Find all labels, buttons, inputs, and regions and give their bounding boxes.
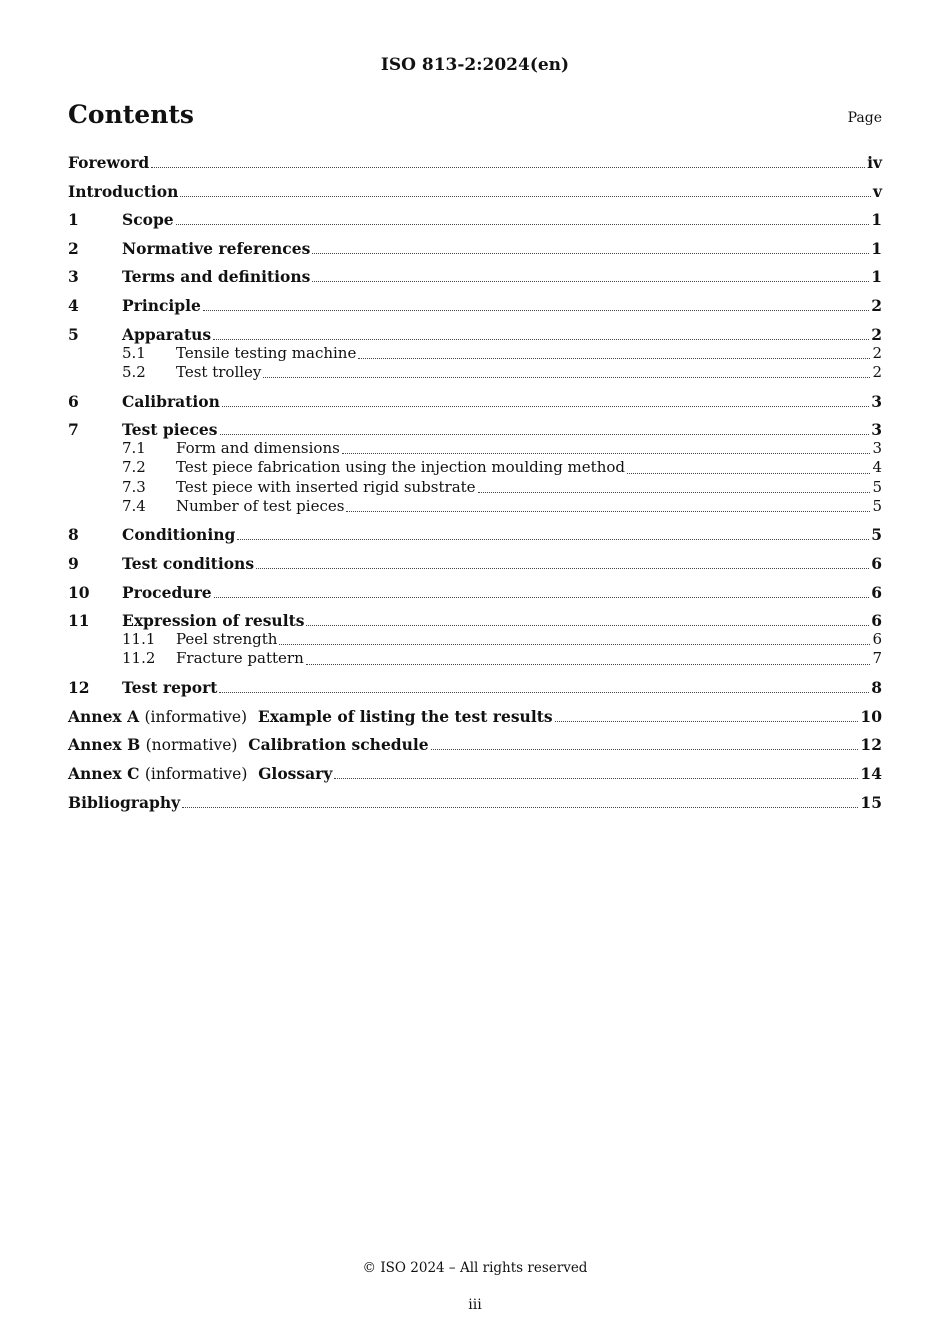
leader-dots — [222, 405, 869, 407]
leader-dots — [213, 338, 869, 340]
toc-entry-terms-definitions[interactable] — [68, 267, 882, 286]
toc-title: Calibration schedule — [248, 735, 429, 755]
toc-entry-calibration[interactable] — [68, 392, 882, 411]
toc-entry-test-pieces[interactable] — [68, 420, 882, 439]
toc-number: 5.2 — [122, 362, 146, 381]
toc-entry-test-conditions[interactable] — [68, 554, 882, 573]
toc-annex-label: Annex A — [68, 706, 140, 726]
toc-title: Example of listing the test results — [257, 706, 553, 726]
toc-annex-label: Annex B — [68, 735, 141, 755]
toc-title: Peel strength — [176, 630, 278, 649]
toc-entry-annex-b[interactable] — [68, 735, 882, 754]
toc-entry-test-report[interactable] — [68, 678, 882, 697]
toc-title: Procedure — [122, 582, 212, 602]
toc-page: 1 — [871, 238, 882, 258]
toc-entry-peel-strength[interactable] — [68, 630, 882, 649]
toc-title: Principle — [122, 295, 201, 315]
leader-dots — [237, 538, 869, 540]
toc-page: 6 — [871, 611, 882, 631]
toc-page: 5 — [872, 477, 882, 496]
leader-dots — [214, 596, 870, 598]
document-id: ISO 813-2:2024(en) — [380, 55, 570, 75]
toc-title: Form and dimensions — [176, 439, 340, 458]
contents-heading: Contents — [68, 100, 195, 129]
toc-page: 10 — [860, 706, 882, 726]
toc-title: Test pieces — [122, 420, 218, 440]
toc-page: 3 — [871, 420, 882, 440]
leader-dots — [180, 195, 871, 197]
leader-dots — [220, 433, 870, 435]
leader-dots — [263, 376, 870, 378]
toc-title: Test trolley — [176, 362, 262, 381]
toc-number: 8 — [68, 525, 79, 545]
leader-dots — [312, 252, 869, 254]
toc-title: Expression of results — [122, 611, 305, 631]
toc-title: Normative references — [122, 238, 311, 258]
toc-page: 6 — [872, 630, 882, 649]
toc-title: Apparatus — [122, 324, 212, 344]
toc-page: 4 — [872, 458, 882, 477]
toc-title: Scope — [122, 210, 174, 230]
toc-title: Number of test pieces — [176, 496, 345, 515]
toc-page: 5 — [871, 525, 882, 545]
toc-page: 3 — [871, 391, 882, 411]
leader-dots — [431, 748, 859, 750]
leader-dots — [306, 663, 871, 665]
toc-page: 14 — [860, 764, 882, 783]
toc-entry-foreword[interactable] — [68, 153, 882, 172]
toc-page: 5 — [872, 496, 882, 515]
toc-page: 8 — [871, 678, 882, 698]
toc-number: 4 — [68, 295, 79, 315]
leader-dots — [219, 691, 869, 693]
toc-page: 2 — [871, 324, 882, 344]
leader-dots — [346, 510, 870, 512]
toc-page: 1 — [871, 210, 882, 230]
leader-dots — [203, 309, 869, 311]
toc-entry-apparatus[interactable] — [68, 325, 882, 344]
toc-page: 2 — [872, 343, 882, 362]
toc-number: 7.3 — [122, 477, 146, 496]
toc-annex-type: (informative) — [144, 707, 248, 726]
leader-dots — [358, 357, 870, 359]
toc-entry-annex-a[interactable] — [68, 707, 882, 726]
leader-dots — [151, 166, 865, 168]
leader-dots — [306, 624, 869, 626]
toc-annex-type: (informative) — [144, 765, 248, 783]
toc-number: 9 — [68, 554, 79, 574]
toc-title: Foreword — [68, 153, 150, 172]
toc-title: Terms and definitions — [122, 267, 311, 287]
leader-dots — [342, 452, 871, 454]
toc-title: Introduction — [68, 181, 179, 201]
toc-entry-number-of-test-pieces[interactable] — [68, 497, 882, 516]
toc-page: 6 — [871, 582, 882, 602]
toc-entry-expression-of-results[interactable] — [68, 611, 882, 630]
toc-entry-test-trolley[interactable] — [68, 363, 882, 382]
leader-dots — [312, 280, 869, 282]
toc-annex-type: (normative) — [145, 736, 238, 755]
leader-dots — [478, 491, 871, 493]
leader-dots — [256, 567, 869, 569]
toc-entry-scope[interactable] — [68, 210, 882, 229]
toc-title: Test report — [122, 678, 218, 698]
toc-title: Bibliography — [68, 792, 181, 812]
toc-entry-conditioning[interactable] — [68, 525, 882, 544]
toc-entry-procedure[interactable] — [68, 583, 882, 602]
toc-page: iv — [867, 153, 882, 172]
toc-number: 7.1 — [122, 439, 146, 458]
page-column-label: Page — [847, 110, 882, 126]
toc-page: 7 — [872, 649, 882, 668]
toc-page: 12 — [860, 735, 882, 755]
toc-annex-label: Annex C — [68, 764, 140, 783]
toc-page: 3 — [872, 439, 882, 458]
toc-page: 6 — [871, 554, 882, 574]
toc-page: 1 — [871, 267, 882, 287]
toc-page: 15 — [860, 792, 882, 812]
toc-number: 7.4 — [122, 496, 146, 515]
page-number: iii — [468, 1297, 482, 1313]
leader-dots — [627, 472, 870, 474]
toc-title: Fracture pattern — [176, 649, 304, 668]
toc-entry-fracture-pattern[interactable] — [68, 649, 882, 668]
leader-dots — [555, 720, 859, 722]
toc-number: 1 — [68, 210, 79, 230]
toc-page: 2 — [871, 295, 882, 315]
leader-dots — [279, 643, 870, 645]
toc-entry-tensile-testing-machine[interactable] — [68, 344, 882, 363]
toc-number: 10 — [68, 582, 90, 602]
toc-number: 7.2 — [122, 458, 146, 477]
toc-page: v — [872, 181, 882, 201]
toc-number: 11.1 — [122, 630, 156, 649]
toc-title: Tensile testing machine — [176, 343, 357, 362]
toc-number: 2 — [68, 238, 79, 258]
toc-entry-annex-c[interactable] — [68, 764, 882, 783]
toc-title: Glossary — [258, 764, 333, 783]
toc-number: 3 — [68, 267, 79, 287]
toc-entry-injection-moulding[interactable] — [68, 458, 882, 477]
toc-number: 7 — [68, 420, 79, 440]
toc-number: 11 — [68, 611, 90, 631]
leader-dots — [176, 223, 870, 225]
toc-title: Test conditions — [122, 554, 255, 574]
copyright-notice: © ISO 2024 – All rights reserved — [362, 1260, 588, 1276]
toc-number: 12 — [68, 678, 90, 698]
toc-title: Calibration — [122, 391, 220, 411]
toc-entry-principle[interactable] — [68, 296, 882, 315]
leader-dots — [334, 777, 858, 779]
toc-number: 11.2 — [122, 649, 156, 668]
toc-entry-rigid-substrate[interactable] — [68, 478, 882, 497]
toc-title: Conditioning — [122, 525, 236, 545]
toc-entry-bibliography[interactable] — [68, 793, 882, 812]
toc-title: Test piece fabrication using the injection moulding method — [176, 458, 625, 477]
toc-entry-introduction[interactable] — [68, 182, 882, 201]
toc-title: Test piece with inserted rigid substrate — [176, 477, 476, 496]
table-of-contents — [68, 153, 882, 812]
toc-number: 5.1 — [122, 343, 146, 362]
toc-page: 2 — [872, 362, 882, 381]
toc-number: 5 — [68, 324, 79, 344]
toc-entry-form-dimensions[interactable] — [68, 439, 882, 458]
toc-entry-normative-references[interactable] — [68, 239, 882, 258]
leader-dots — [182, 806, 858, 808]
toc-number: 6 — [68, 391, 79, 411]
